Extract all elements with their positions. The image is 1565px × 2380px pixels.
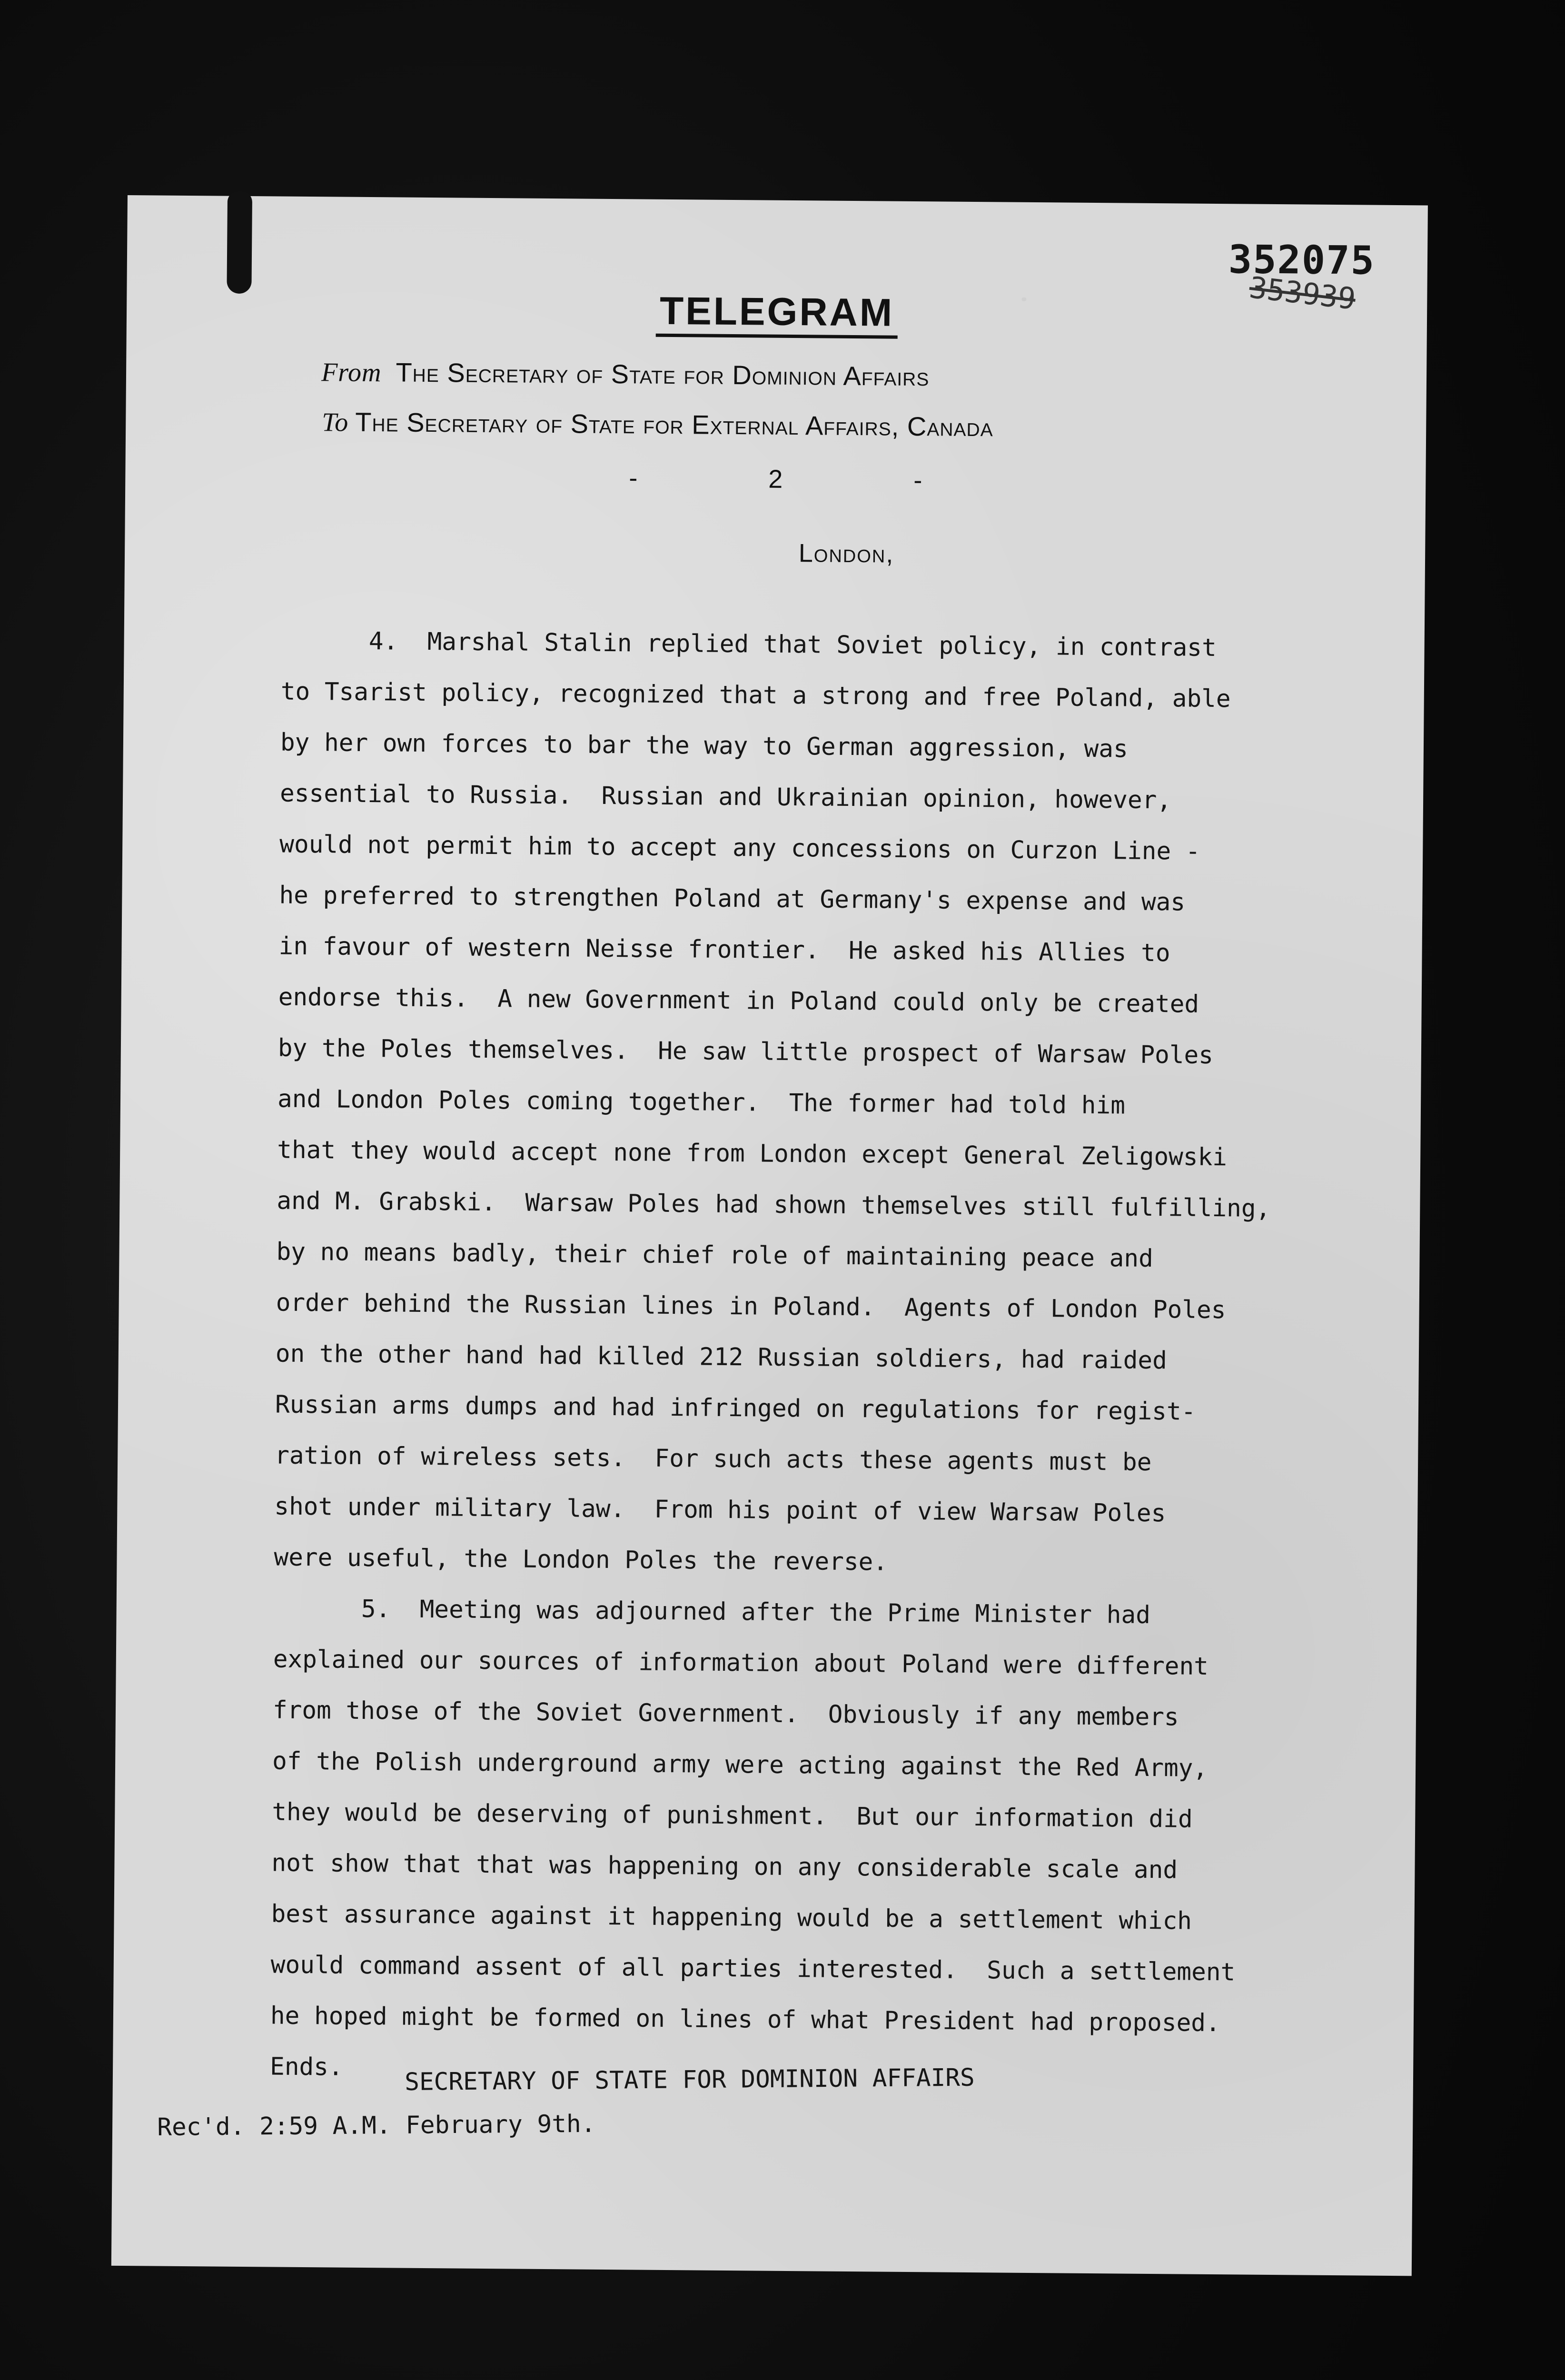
paper-speck (1021, 298, 1026, 301)
body-line: would command assent of all parties interested. Such a settlement (270, 1951, 1236, 1987)
to-line (322, 406, 993, 443)
struck-page-stamp: 353939 (1248, 270, 1357, 317)
body-line: would not permit him to accept any concessions on Curzon Line - (279, 830, 1200, 866)
telegram-body (270, 615, 1371, 2101)
from-value: The Secretary of State for Dominion Affairs (396, 357, 930, 392)
body-line: explained our sources of information about Poland were different (273, 1645, 1209, 1681)
body-line: he preferred to strengthen Poland at Germany's expense and was (279, 881, 1186, 917)
body-line: on the other hand had killed 212 Russian soldiers, had raided (275, 1339, 1168, 1375)
telegram-title (127, 285, 1427, 339)
body-line: shot under military law. From his point of view Warsaw Poles (274, 1492, 1166, 1528)
archive-page-stamp: 352075 (1228, 237, 1376, 284)
body-line: that they would accept none from London except General Zeligowski (277, 1136, 1228, 1172)
body-line: from those of the Soviet Government. Obviously if any members (272, 1696, 1179, 1732)
body-line: not show that that was happening on any considerable scale and (271, 1849, 1178, 1884)
punch-hole-mark (227, 191, 252, 294)
from-prefix: From (321, 357, 382, 388)
telegram-title-text: TELEGRAM (656, 289, 898, 339)
to-value: The Secretary of State for External Affairs, Canada (355, 407, 994, 442)
from-line (321, 356, 930, 392)
body-line: in favour of western Neisse frontier. He asked his Allies to (278, 932, 1170, 968)
body-line: 4. Marshal Stalin replied that Soviet policy, in contrast (281, 626, 1217, 662)
body-line: to Tsarist policy, recognized that a strong and free Poland, able (280, 677, 1231, 714)
body-line: by her own forces to bar the way to German aggression, was (280, 728, 1129, 764)
received-line: Rec'd. 2:59 A.M. February 9th. (157, 2110, 596, 2142)
body-line: Russian arms dumps and had infringed on regulations for regist- (275, 1390, 1196, 1426)
signature-line: SECRETARY OF STATE FOR DOMINION AFFAIRS (405, 2063, 975, 2096)
body-line: they would be deserving of punishment. But our information did (272, 1798, 1193, 1834)
body-line: 5. Meeting was adjourned after the Prime Minister had (273, 1594, 1151, 1629)
body-line: by no means badly, their chief role of maintaining peace and (276, 1238, 1154, 1273)
body-line: were useful, the London Poles the reverse. (274, 1543, 888, 1577)
body-line: order behind the Russian lines in Poland. Agents of London Poles (276, 1289, 1226, 1325)
page-number: - 2 - (629, 464, 922, 495)
body-line: by the Poles themselves. He saw little prospect of Warsaw Poles (277, 1034, 1214, 1070)
body-line: best assurance against it happening would be a settlement which (271, 1900, 1192, 1935)
body-line: and London Poles coming together. The former had told him (277, 1085, 1126, 1120)
body-line: ration of wireless sets. For such acts these agents must be (274, 1441, 1152, 1477)
place-line: London, (798, 539, 894, 568)
body-line: essential to Russia. Russian and Ukrainian opinion, however, (279, 779, 1172, 815)
telegram-page (111, 195, 1428, 2276)
body-line: he hoped might be formed on lines of what President had proposed. (270, 2002, 1220, 2038)
body-line: of the Polish underground army were acting against the Red Army, (272, 1747, 1208, 1783)
body-line: and M. Grabski. Warsaw Poles had shown themselves still fulfilling, (277, 1187, 1271, 1223)
to-prefix: To (322, 407, 349, 437)
body-line: Ends. (269, 2053, 343, 2082)
body-line: endorse this. A new Government in Poland could only be created (278, 983, 1199, 1019)
